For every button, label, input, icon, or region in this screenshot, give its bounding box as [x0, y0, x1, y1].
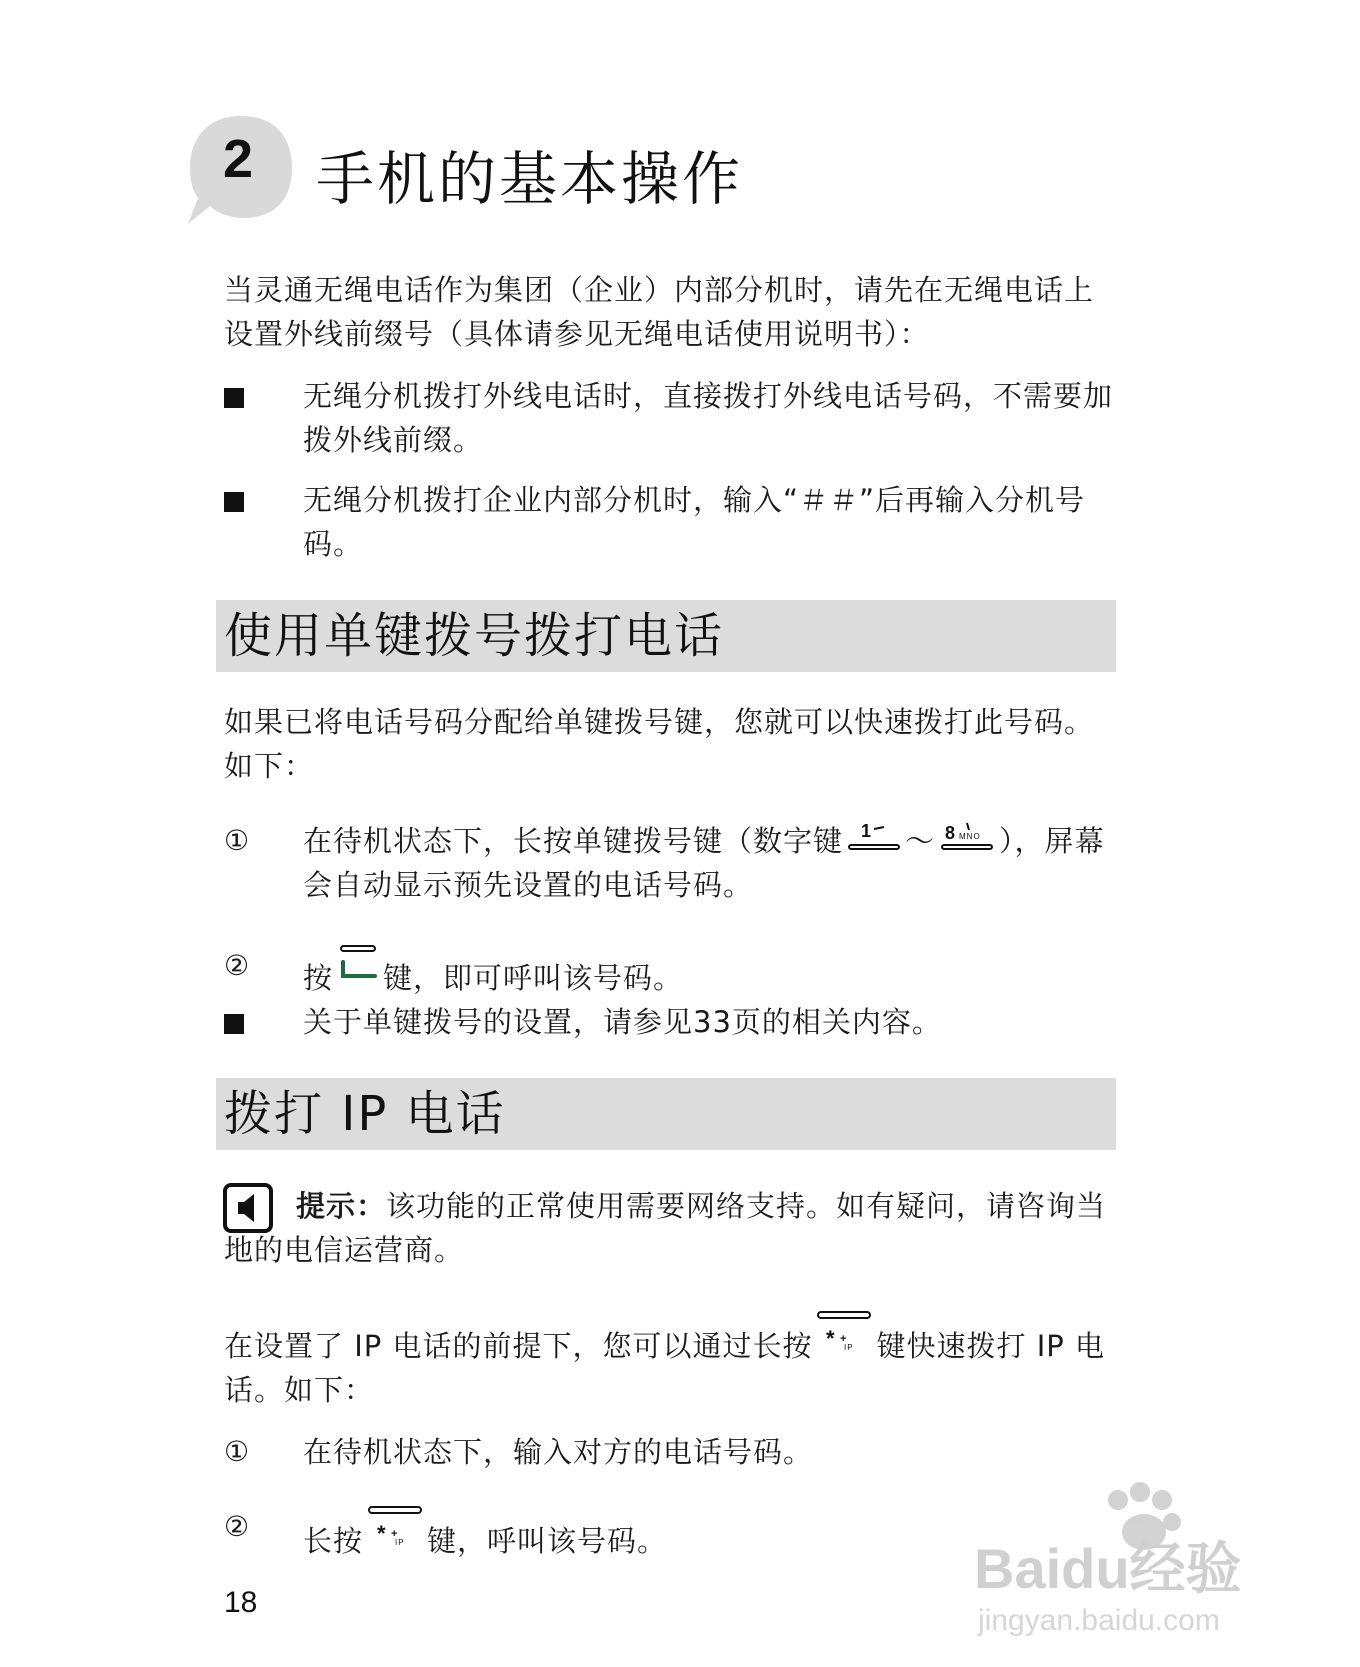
- step-text: 在待机状态下，长按单键拨号键（数字键: [303, 824, 844, 858]
- intro-paragraph: 当灵通无绳电话作为集团（企业）内部分机时，请先在无绳电话上设置外线前缀号（具体请参见无绳电话使用说明书）：: [224, 273, 1095, 351]
- tip-text: 该功能的正常使用需要网络支持。如有疑问，请咨询当地的电信运营商。: [224, 1189, 1107, 1267]
- step-text: 按: [303, 961, 334, 995]
- svg-text:+: +: [840, 1333, 848, 1345]
- page-number: 18: [224, 1586, 258, 1619]
- bullet-square-icon: [224, 492, 244, 512]
- ip-text: 键快速拨打 IP 电话。如下：: [224, 1329, 1105, 1407]
- step-text: 键，呼叫该号码。: [427, 1524, 668, 1558]
- svg-text:*: *: [377, 1521, 387, 1546]
- intro-bullet-2: 无绳分机拨打企业内部分机时，输入“＃＃”后再输入分机号码。: [303, 483, 1086, 561]
- tip-paragraph: [224, 1184, 1116, 1272]
- watermark-brand: Baidu经验: [974, 1537, 1242, 1600]
- ip-step-1: 在待机状态下，输入对方的电话号码。: [303, 1435, 814, 1469]
- star-ip-key-icon: [367, 1505, 423, 1557]
- intro-bullet-1: 无绳分机拨打外线电话时，直接拨打外线电话号码，不需要加拨外线前缀。: [303, 379, 1114, 457]
- bullet-square-icon: [224, 388, 244, 408]
- step-marker: ②: [224, 1510, 250, 1543]
- tilde: ～: [905, 824, 936, 858]
- step-marker: ②: [224, 949, 250, 982]
- step-text: ），屏幕会自动显示预先设置的电话号码。: [303, 824, 1105, 902]
- step-marker: ①: [224, 1435, 250, 1468]
- svg-text:1: 1: [861, 821, 873, 841]
- step-text: 键，即可呼叫该号码。: [383, 961, 684, 995]
- svg-text:IP: IP: [395, 1538, 405, 1547]
- star-ip-key-icon: [816, 1310, 872, 1362]
- key-8-mno-icon: [939, 819, 995, 859]
- section-title-ip-call: 拨打 IP 电话: [224, 1086, 506, 1142]
- watermark-url: jingyan.baidu.com: [978, 1604, 1220, 1637]
- speed-dial-note: 关于单键拨号的设置，请参见33页的相关内容。: [303, 1005, 942, 1039]
- baidu-watermark: [968, 1470, 1288, 1640]
- ip-text: 在设置了 IP 电话的前提下，您可以通过长按: [224, 1329, 813, 1363]
- chapter-number: 2: [222, 129, 254, 189]
- step-text: 长按: [303, 1524, 364, 1558]
- bullet-square-icon: [224, 1014, 244, 1034]
- chapter-title: 手机的基本操作: [316, 145, 744, 213]
- section-title-speed-dial: 使用单键拨号拨打电话: [224, 608, 725, 664]
- svg-text:IP: IP: [844, 1343, 855, 1352]
- speed-dial-step-2: [303, 944, 1115, 1000]
- ip-paragraph: [224, 1310, 1116, 1412]
- send-key-icon: [337, 944, 379, 992]
- key-1-icon: [847, 819, 901, 859]
- svg-text:+: +: [391, 1528, 399, 1540]
- svg-text:8: 8: [945, 823, 957, 843]
- speed-dial-paragraph: 如果已将电话号码分配给单键拨号键，您就可以快速拨打此号码。如下：: [224, 705, 1095, 783]
- speed-dial-step-1: [303, 819, 1115, 907]
- tip-label: 提示：: [296, 1189, 387, 1223]
- step-marker: ①: [224, 824, 250, 857]
- svg-text:MNO: MNO: [959, 832, 981, 841]
- svg-text:*: *: [826, 1326, 837, 1351]
